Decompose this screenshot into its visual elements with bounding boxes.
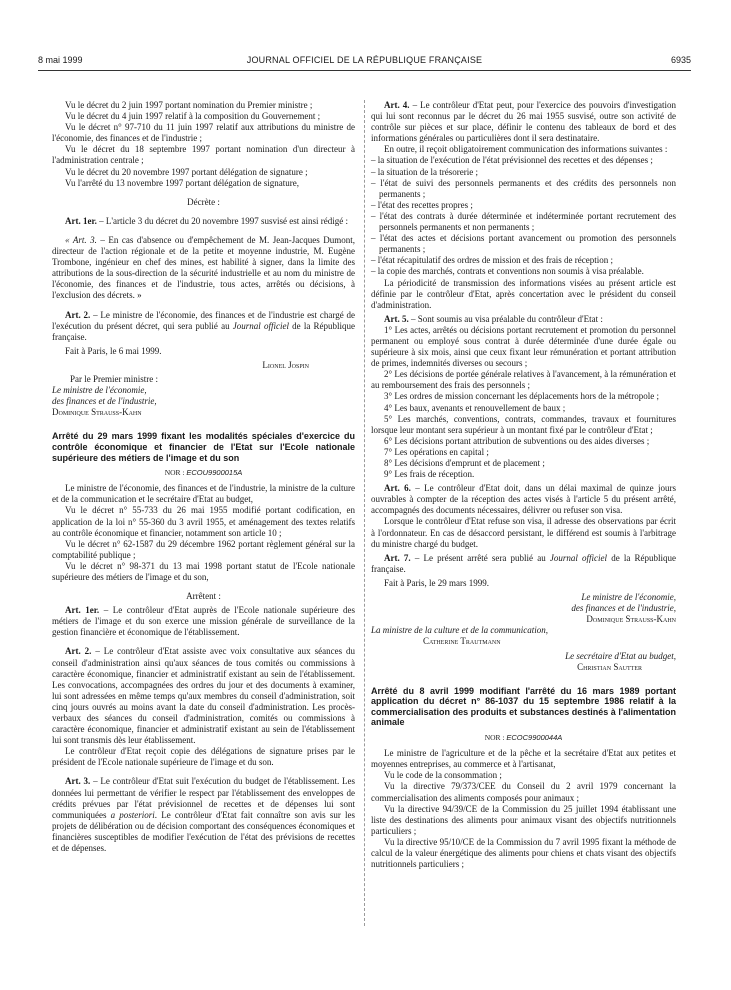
arrete-article-5 [371, 314, 676, 325]
visa-paragraph: Vu le décret n° 62-1587 du 29 décembre 1962 portant règlement général sur la comptabilité publique ; [52, 538, 355, 560]
nor-label: NOR : [164, 468, 187, 478]
decrete-heading: Décrète : [187, 196, 220, 207]
par-premier-ministre: Par le Premier ministre : [70, 373, 158, 384]
article-label: Art. 3. [65, 776, 91, 787]
list-item: 3° Les ordres de mission concernant les déplacements hors de la métropole ; [384, 391, 660, 402]
list-item: 5° Les marchés, conventions, contrats, commandes, travaux et fournitures lorsque leur montant sera supérieur à un montant fixé par le contrôleur d'Etat ; [371, 413, 676, 435]
article-label: « Art. 3. [65, 234, 97, 245]
visa-paragraph: Vu la directive 79/373/CEE du Conseil du 2 avril 1979 concernant la commercialisation des aliments composés pour animaux ; [371, 781, 676, 803]
article-label: Art. 1er. [65, 605, 100, 616]
list-item: – l'état des recettes propres ; [371, 199, 473, 210]
list-item: 8° Les décisions d'emprunt et de placement ; [384, 458, 545, 468]
article-text: – Le présent arrêté sera publié au [410, 552, 550, 563]
decret-article-1 [52, 216, 355, 227]
signature-strauss-kahn: Dominique Strauss-Kahn [586, 614, 676, 625]
article-text: – En cas d'absence ou d'empêchement de M. Jean-Jacques Dumont, directeur de l'action régionale et de la petite et moyenne industrie, M. Eugène Trombone, ingénieur en chef des mines, est habilité à signer, dans la limite des attributions de la sous-direction de la sécurité industrielle et au nom du ministre de l'économie, des finances et de l'industrie, tous actes, arrêtés ou décisions, à l'exclusion des décrets. » [52, 234, 355, 301]
article-text: – Le contrôleur d'Etat doit, dans un délai maximal de quinze jours ouvrables à compter de la réception des actes visés à l'article 5 du présent arrêté, accompagnés des documents nécessaires, délivrer ou refuser son visa. [371, 483, 676, 516]
visa-paragraph: Vu l'arrêté du 13 novembre 1997 portant délégation de signature, [65, 177, 300, 188]
list-item: 9° Les frais de réception. [384, 469, 475, 480]
list-item: – l'état de suivi des personnels permanents et des crédits des personnels non permanents ; [371, 177, 676, 199]
article-text: – Le contrôleur d'Etat auprès de l'Ecole nationale supérieure des métiers de l'image et du son exerce une mission générale de surveillance de la gestion financière et économique de l'établissement. [52, 605, 355, 638]
article-text: – Le contrôleur d'Etat suit l'exécution du budget de l'établissement. Les données lui permettant de vérifier le respect par l'établissement des enveloppes de crédits prévues par l'état prévisionnel de recettes et de dépenses lui sont communiquées [52, 776, 355, 820]
column-divider [364, 100, 365, 926]
article-label: Art. 7. [384, 552, 411, 563]
nor-reference [371, 732, 676, 743]
list-item: – l'état des contrats à durée déterminée et indéterminée portant recrutement des personnels permanents et non permanents ; [371, 210, 676, 233]
article-label: Art. 6. [384, 483, 411, 494]
arrete-article-4 [371, 100, 676, 144]
minister-title: La ministre de la culture et de la communication, [371, 625, 549, 636]
visa-paragraph: Vu le décret du 18 septembre 1997 portant nomination d'un directeur à l'administration centrale ; [52, 144, 355, 166]
page-number: 6935 [670, 55, 691, 65]
visa-paragraph: Vu le décret du 4 juin 1997 relatif à la composition du Gouvernement ; [65, 111, 321, 122]
article-label: Art. 2. [65, 309, 91, 320]
fait-a-paris: Fait à Paris, le 29 mars 1999. [384, 577, 489, 588]
decret-article-2 [52, 310, 355, 343]
journal-officiel-italic: Journal officiel [549, 552, 608, 563]
journal-title: JOURNAL OFFICIEL DE LA RÉPUBLIQUE FRANÇAISE [246, 55, 483, 65]
list-item: – la copie des marchés, contrats et conventions non soumis à visa préalable. [371, 266, 644, 277]
signature-sautter: Christian Sautter [577, 661, 642, 672]
signature-strauss-kahn: Dominique Strauss-Kahn [52, 407, 142, 418]
arrete-intro: Le ministre de l'économie, des finances et de l'industrie, la ministre de la culture et de la communication et le secrétaire d'Etat au budget, [52, 483, 355, 505]
list-item: – la situation de l'exécution de l'état prévisionnel des recettes et des dépenses ; [371, 155, 653, 166]
visa-paragraph: Vu la directive 94/39/CE de la Commission du 25 juillet 1994 établissant une liste des destinations des aliments pour animaux visant des objectifs nutritionnels particuliers ; [371, 803, 676, 836]
arrete-article-3 [52, 776, 355, 854]
visa-paragraph: Vu le décret n° 97-710 du 11 juin 1997 relatif aux attributions du ministre de l'économie, des finances et de l'industrie ; [52, 122, 355, 144]
list-item: 7° Les opérations en capital ; [384, 446, 489, 457]
visa-paragraph: Vu la directive 95/10/CE de la Commission du 7 avril 1995 fixant la méthode de calcul de la valeur énergétique des aliments pour chiens et chats visant des objectifs nutritionnels particuliers ; [371, 836, 676, 870]
article-label: Art. 2. [65, 646, 92, 657]
header-date: 8 mai 1999 [38, 55, 83, 65]
article-label: Art. 1er. [65, 215, 97, 226]
article-label: Art. 5. [384, 313, 409, 324]
page-header [38, 55, 691, 69]
arretent-heading: Arrêtent : [186, 591, 221, 602]
visa-paragraph: Vu le code de la consommation ; [384, 770, 502, 781]
article-paragraph: Le contrôleur d'Etat reçoit copie des délégations de signature prises par le président de l'Ecole nationale supérieure de l'image et du son. [52, 746, 355, 768]
fait-a-paris: Fait à Paris, le 6 mai 1999. [65, 345, 162, 356]
article-text: de la République française. [371, 552, 676, 574]
minister-title: Le secrétaire d'Etat au budget, [565, 650, 676, 661]
right-column [371, 100, 676, 870]
minister-title: Le ministre de l'économie, [581, 592, 676, 603]
signature-trautmann: Catherine Trautmann [423, 636, 501, 647]
visa-paragraph: Vu le décret n° 55-733 du 26 mai 1955 modifié portant codification, en application de la loi n° 55-360 du 3 avril 1955, et aménagement des textes relatifs au contrôle économique et financier, notamment son article 10 ; [52, 505, 355, 538]
article-text: de la République française. [52, 320, 356, 342]
decret-article-3-quote [52, 235, 355, 302]
nor-reference [52, 467, 355, 478]
arrete-2-title: Arrêté du 8 avril 1999 modifiant l'arrêté du 16 mars 1989 portant application du décret n° 86-1037 du 15 septembre 1986 relatif à la commercialisation des produits et substances destinés à l'alimentation animale [371, 685, 676, 728]
list-item: 4° Les baux, avenants et renouvellement de baux ; [384, 402, 566, 413]
visa-paragraph: Vu le décret du 2 juin 1997 portant nomination du Premier ministre ; [65, 100, 313, 110]
list-item: 1° Les actes, arrêtés ou décisions portant recrutement et promotion du personnel permanent ou employé sous contrat à durée déterminée d'une durée égale ou supérieure à six mois, ainsi que ceux fixant leur rémunération et portant attribution de primes, indemnités diverses ou secours ; [371, 324, 676, 369]
header-rule [38, 70, 691, 71]
article-label: Art. 4. [384, 100, 410, 110]
arrete-article-7 [371, 553, 676, 575]
article-text: – Le contrôleur d'Etat assiste avec voix consultative aux séances du conseil d'administration ainsi qu'aux séances de tous comités ou commissions à caractère économique, financier et administratif existant au sein de l'établissement. Les convocations, accompagnées des ordres du jour et des documents à examiner, lui sont adressées en même temps qu'aux membres du conseil d'administration, soit cinq jours ouvrés au moins avant la date du conseil d'administration. Les procès-verbaux des séances du conseil d'administration, comités ou commissions à caractère économique, financier et administratif existant au sein de l'établissement lui sont transmis dès leur établissement. [52, 646, 355, 746]
minister-title: des finances et de l'industrie, [52, 396, 157, 407]
article-paragraph: La périodicité de transmission des informations visées au présent article est définie par le contrôleur d'Etat, après concertation avec le président du conseil d'administration. [371, 277, 676, 310]
nor-label: NOR : [484, 733, 507, 743]
arrete-intro: Le ministre de l'agriculture et de la pêche et la secrétaire d'Etat aux petites et moyennes entreprises, au commerce et à l'artisanat, [371, 748, 676, 770]
visa-paragraph: Vu le décret du 20 novembre 1997 portant délégation de signature ; [65, 166, 308, 177]
list-item: 2° Les décisions de portée générale relatives à l'avancement, à la rémunération et au remboursement des frais des personnels ; [371, 369, 676, 391]
journal-officiel-italic: Journal officiel [232, 320, 289, 331]
list-item: – l'état récapitulatif des ordres de mission et des frais de réception ; [371, 255, 614, 266]
list-item: – l'état des actes et décisions portant avancement ou promotion des personnels permanents ; [371, 233, 676, 255]
article-paragraph: En outre, il reçoit obligatoirement communication des informations suivantes : [384, 144, 668, 155]
minister-title: Le ministre de l'économie, [52, 385, 147, 396]
list-item: 6° Les décisions portant attribution de subventions ou des aides diverses ; [384, 435, 650, 446]
arrete-article-1 [52, 605, 355, 638]
minister-title: des finances et de l'industrie, [571, 603, 676, 614]
nor-code: ECOU9900015A [186, 468, 243, 478]
article-text: – Le contrôleur d'Etat peut, pour l'exercice des pouvoirs d'investigation qui lui sont reconnus par le décret du 26 mai 1955 susvisé, outre son activité de contrôle sur pièces et sur place, définir le contenu des tableaux de bord et des informations générales ou particulières dont il sera destinataire. [371, 100, 676, 144]
signature-jospin: Lionel Jospin [262, 359, 309, 370]
article-text: – Le ministre de l'économie, des finances et de l'industrie est chargé de l'exécution du présent décret, qui sera publié au [52, 309, 355, 331]
visa-paragraph: Vu le décret n° 98-371 du 13 mai 1998 portant statut de l'Ecole nationale supérieure des métiers de l'image et du son, [52, 560, 355, 582]
arrete-article-2 [52, 646, 355, 746]
nor-code: ECOC9900044A [506, 733, 563, 743]
article-text: – L'article 3 du décret du 20 novembre 1997 susvisé est ainsi rédigé : [96, 215, 348, 226]
arrete-article-6 [371, 483, 676, 516]
article-paragraph: Lorsque le contrôleur d'Etat refuse son visa, il adresse des observations par écrit à l'ordonnateur. En cas de désaccord persistant, le différend est soumis à l'arbitrage du ministre chargé du budget. [371, 516, 676, 549]
left-column [52, 100, 355, 854]
article-text: . Le contrôleur d'Etat fait connaître son avis sur les projets de délibération ou de décision comportant des conséquences économiques et financières susceptibles de modifier l'exécution de l'état des prévisions de recettes et de dépenses. [52, 809, 355, 854]
arrete-1-title: Arrêté du 29 mars 1999 fixant les modalités spéciales d'exercice du contrôle économique et financier de l'Etat sur l'Ecole nationale supérieure des métiers de l'image et du son [52, 431, 355, 463]
a-posteriori-italic: a posteriori [110, 809, 155, 820]
list-item: – la situation de la trésorerie ; [371, 166, 478, 177]
article-text: – Sont soumis au visa préalable du contrôleur d'Etat : [408, 313, 603, 324]
